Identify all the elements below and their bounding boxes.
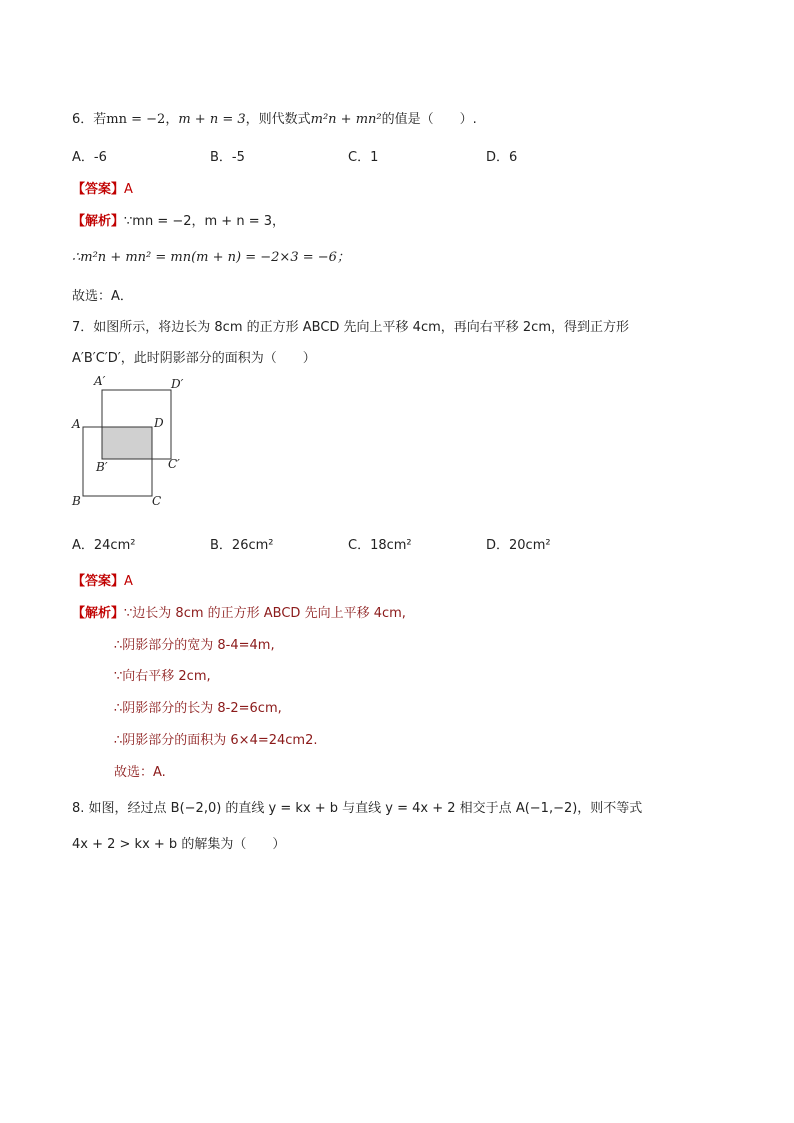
q6-option-a: A．-6: [72, 150, 107, 165]
shaded-region: [102, 427, 152, 459]
q8-stem-line1: 8. 如图，经过点 B(−2,0) 的直线 y = kx + b 与直线 y = 4x + 2 相交于点 A(−1,−2)，则不等式: [72, 801, 643, 816]
q7-analysis-line4: ∴阴影部分的长为 8-2=6cm,: [114, 701, 282, 716]
q7-figure: [66, 372, 196, 512]
q6-analysis-line1: 【解析】∵mn = −2，m + n = 3，: [72, 214, 285, 229]
q7-stem-line1: 7．如图所示，将边长为 8cm 的正方形 ABCD 先向上平移 4cm，再向右平移 2cm，得到正方形: [72, 320, 629, 335]
q7-analysis-line3: ∵向右平移 2cm,: [114, 669, 211, 684]
label-a-prime: A′: [94, 374, 106, 388]
label-d-prime: D′: [171, 377, 184, 391]
q7-answer: 【答案】A: [72, 574, 133, 589]
q7-stem-line2: A′B′C′D′，此时阴影部分的面积为（ ）: [72, 351, 316, 366]
label-c-prime: C′: [168, 457, 180, 471]
label-d: D: [154, 416, 164, 430]
q8-stem-line2: 4x + 2 > kx + b 的解集为（ ）: [72, 837, 286, 852]
label-b: B: [72, 494, 81, 508]
label-c: C: [152, 494, 162, 508]
q7-analysis-line1: 【解析】∵边长为 8cm 的正方形 ABCD 先向上平移 4cm,: [72, 606, 406, 621]
q6-option-b: B．-5: [210, 150, 245, 165]
q6-analysis-line2: ∴m²n + mn² = mn(m + n) = −2×3 = −6；: [72, 250, 350, 265]
q7-analysis-line6: 故选：A.: [114, 765, 166, 780]
q7-option-c: C．18cm²: [348, 538, 412, 553]
q6-stem: 6．若mn = −2，m + n = 3，则代数式m²n + mn²的值是（ ）.: [72, 112, 477, 127]
label-a: A: [72, 417, 81, 431]
q7-figure-svg: [66, 372, 196, 512]
q7-option-b: B．26cm²: [210, 538, 274, 553]
q6-analysis-line3: 故选：A．: [72, 289, 133, 304]
q7-option-a: A．24cm²: [72, 538, 136, 553]
q7-analysis-line2: ∴阴影部分的宽为 8-4=4m,: [114, 638, 275, 653]
q7-analysis-line5: ∴阴影部分的面积为 6×4=24cm2.: [114, 733, 318, 748]
q7-option-d: D．20cm²: [486, 538, 551, 553]
label-b-prime: B′: [96, 460, 108, 474]
q6-option-d: D．6: [486, 150, 518, 165]
q6-option-c: C．1: [348, 150, 379, 165]
q6-answer: 【答案】A: [72, 182, 133, 197]
